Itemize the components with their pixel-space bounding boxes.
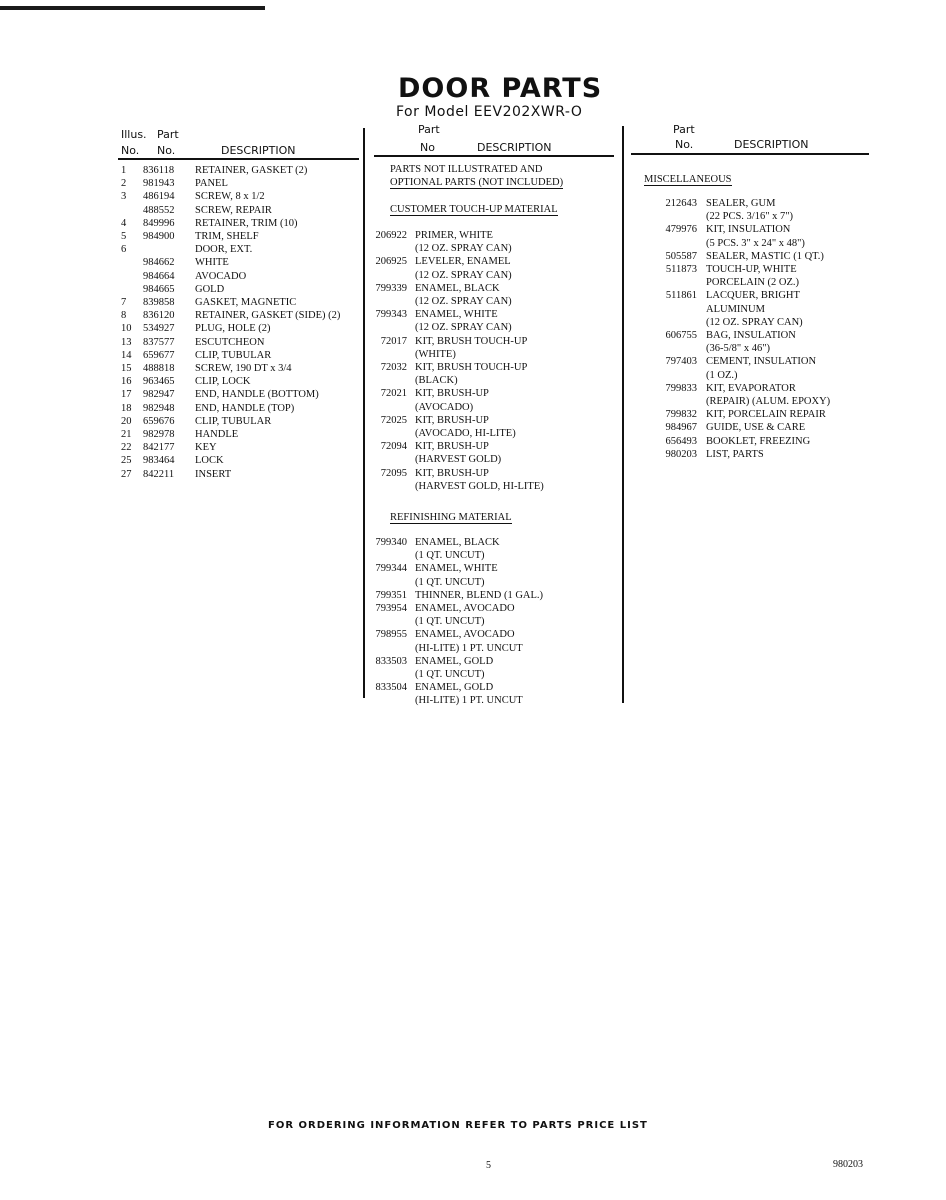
part-description: TRIM, SHELF <box>195 231 259 243</box>
part-number <box>340 295 415 308</box>
part-description: TOUCH-UP, WHITE <box>706 264 797 276</box>
part-number: 488552 <box>143 204 175 216</box>
illus-number: 4 <box>121 217 127 229</box>
part-number: 984967 <box>665 422 697 434</box>
part-number: 212643 <box>665 198 697 209</box>
table-row <box>121 322 340 335</box>
part-number: 984664 <box>143 270 175 282</box>
part-number <box>340 348 415 361</box>
part-number: 982978 <box>143 429 175 441</box>
part-number <box>340 668 415 681</box>
table-row <box>340 681 543 694</box>
part-number <box>340 269 415 282</box>
part-number: 836120 <box>143 310 175 322</box>
part-number: 72017 <box>380 335 407 347</box>
table-row <box>121 230 340 243</box>
part-number <box>340 549 415 562</box>
part-description: (HARVEST GOLD) <box>415 454 502 466</box>
part-description: ESCUTCHEON <box>195 336 265 348</box>
part-number <box>340 642 415 655</box>
table-row <box>121 428 340 441</box>
part-description: (12 OZ. SPRAY CAN) <box>415 322 512 334</box>
part-description: CEMENT, INSULATION <box>706 356 817 368</box>
table-row <box>121 388 340 401</box>
illus-number: 8 <box>121 310 127 322</box>
part-number: 799351 <box>375 589 407 601</box>
illus-number: 3 <box>121 191 127 203</box>
table-row <box>632 448 830 461</box>
part-number: 72025 <box>380 414 407 426</box>
right-header-part-top: Part <box>673 123 695 136</box>
left-header-part: No. <box>157 144 176 157</box>
section-refinishing <box>390 511 512 524</box>
part-description: WHITE <box>195 257 229 269</box>
table-row <box>340 536 543 549</box>
column-divider-right <box>622 126 624 703</box>
table-row <box>632 355 830 368</box>
part-number: 659677 <box>143 349 175 361</box>
right-header-part: No. <box>675 138 694 151</box>
table-row <box>340 602 543 615</box>
part-description: GUIDE, USE & CARE <box>706 422 806 434</box>
part-description: KIT, EVAPORATOR <box>706 382 796 394</box>
table-row <box>340 255 544 268</box>
touch-up-list <box>340 229 544 493</box>
table-row <box>121 217 340 230</box>
section-title-touch-up: CUSTOMER TOUCH-UP MATERIAL <box>390 204 558 215</box>
table-row <box>632 408 830 421</box>
part-description: PRIMER, WHITE <box>415 230 493 241</box>
part-number: 799339 <box>375 282 407 294</box>
left-parts-list <box>121 164 340 481</box>
illus-number: 25 <box>121 455 132 467</box>
part-description: SEALER, GUM <box>706 198 776 209</box>
table-row <box>121 336 340 349</box>
part-description: RETAINER, GASKET (2) <box>195 165 308 176</box>
part-description: SCREW, 190 DT x 3/4 <box>195 363 292 375</box>
part-number: 842211 <box>143 468 175 480</box>
part-number: 833503 <box>375 655 407 667</box>
part-description: SEALER, MASTIC (1 QT.) <box>706 250 824 262</box>
part-description: KIT, BRUSH-UP <box>415 467 489 479</box>
part-number <box>340 694 415 707</box>
part-description: ENAMEL, BLACK <box>415 282 500 294</box>
part-number: 72095 <box>380 467 407 479</box>
table-row <box>340 615 543 628</box>
table-row <box>340 242 544 255</box>
part-description: SCREW, REPAIR <box>195 204 272 216</box>
part-description: (AVOCADO) <box>415 401 474 413</box>
table-row <box>632 210 830 223</box>
part-description: (12 OZ. SPRAY CAN) <box>415 269 512 281</box>
illus-number: 2 <box>121 178 127 190</box>
part-number: 72032 <box>380 362 407 374</box>
part-description: (36-5/8" x 46") <box>706 343 770 355</box>
part-number: 842177 <box>143 442 175 454</box>
part-number: 486194 <box>143 191 175 203</box>
table-row <box>632 197 830 210</box>
part-number <box>340 615 415 628</box>
part-number: 479976 <box>665 224 697 236</box>
part-number: 206922 <box>375 230 407 241</box>
table-row <box>121 415 340 428</box>
section-customer-touch-up <box>390 203 558 216</box>
part-number <box>632 316 706 329</box>
table-row <box>340 374 544 387</box>
table-row <box>121 270 340 283</box>
part-description: ENAMEL, BLACK <box>415 537 500 548</box>
part-description: AVOCADO <box>195 270 247 282</box>
middle-intro <box>390 163 563 189</box>
part-description: KIT, BRUSH TOUCH-UP <box>415 335 528 347</box>
table-row <box>121 204 340 217</box>
part-description: (12 OZ. SPRAY CAN) <box>415 243 512 255</box>
illus-number: 15 <box>121 363 132 375</box>
part-number: 656493 <box>665 435 697 447</box>
illus-number: 13 <box>121 336 132 348</box>
part-description: (BLACK) <box>415 375 458 387</box>
table-row <box>340 387 544 400</box>
illus-number: 22 <box>121 442 132 454</box>
part-description: (22 PCS. 3/16" x 7") <box>706 211 794 223</box>
table-row <box>121 375 340 388</box>
part-number <box>340 374 415 387</box>
part-number: 511873 <box>665 264 697 276</box>
part-description: PANEL <box>195 178 228 190</box>
table-row <box>632 303 830 316</box>
illus-number: 14 <box>121 349 132 361</box>
part-description: (HI-LITE) 1 PT. UNCUT <box>415 695 523 707</box>
table-row <box>340 269 544 282</box>
part-description: BAG, INSULATION <box>706 330 796 342</box>
part-number: 980203 <box>665 448 697 460</box>
part-description: END, HANDLE (TOP) <box>195 402 295 414</box>
left-header-rule <box>118 158 359 160</box>
part-number <box>340 242 415 255</box>
part-description: END, HANDLE (BOTTOM) <box>195 389 319 401</box>
part-number: 982947 <box>143 389 175 401</box>
part-number: 505587 <box>665 250 697 262</box>
part-description: SCREW, 8 x 1/2 <box>195 191 265 203</box>
table-row <box>340 628 543 641</box>
part-number: 833504 <box>375 682 407 694</box>
section-title-miscellaneous: MISCELLANEOUS <box>644 174 732 185</box>
part-number: 799343 <box>375 309 407 321</box>
part-number: 799340 <box>375 537 407 548</box>
table-row <box>632 369 830 382</box>
part-description: ENAMEL, GOLD <box>415 655 494 667</box>
part-description: (1 QT. UNCUT) <box>415 616 485 628</box>
table-row <box>632 395 830 408</box>
table-row <box>340 562 543 575</box>
part-description: (12 OZ. SPRAY CAN) <box>415 296 512 308</box>
part-number: 606755 <box>665 330 697 342</box>
part-number <box>340 576 415 589</box>
table-row <box>340 467 544 480</box>
table-row <box>340 453 544 466</box>
table-row <box>632 237 830 250</box>
ordering-note: FOR ORDERING INFORMATION REFER TO PARTS PRICE LIST <box>268 1120 648 1131</box>
table-row <box>340 642 543 655</box>
part-number <box>632 369 706 382</box>
miscellaneous-list <box>632 197 830 461</box>
table-row <box>340 361 544 374</box>
illus-number <box>121 256 143 269</box>
part-number: 798955 <box>375 629 407 641</box>
part-description: PORCELAIN (2 OZ.) <box>706 277 800 289</box>
part-description: (1 QT. UNCUT) <box>415 669 485 681</box>
table-row <box>340 282 544 295</box>
part-description: GOLD <box>195 283 225 295</box>
illus-number: 1 <box>121 165 127 176</box>
page-title: DOOR PARTS <box>398 73 603 104</box>
part-number <box>340 321 415 334</box>
part-description: KIT, INSULATION <box>706 224 791 236</box>
section-title-refinishing: REFINISHING MATERIAL <box>390 512 512 523</box>
part-description: (REPAIR) (ALUM. EPOXY) <box>706 396 831 408</box>
part-description: (AVOCADO, HI-LITE) <box>415 428 516 440</box>
table-row <box>340 414 544 427</box>
table-row <box>340 229 544 242</box>
left-header-illus-top: Illus. <box>121 128 147 141</box>
table-row <box>121 441 340 454</box>
table-row <box>121 283 340 296</box>
part-description: KIT, BRUSH-UP <box>415 414 489 426</box>
part-description: (HI-LITE) 1 PT. UNCUT <box>415 642 523 654</box>
part-number: 849996 <box>143 217 175 229</box>
part-number <box>632 237 706 250</box>
part-description: KIT, BRUSH-UP <box>415 388 489 400</box>
table-row <box>632 316 830 329</box>
part-number: 797403 <box>665 356 697 368</box>
part-number: 72094 <box>380 441 407 453</box>
part-description: BOOKLET, FREEZING <box>706 435 811 447</box>
table-row <box>632 223 830 236</box>
part-number <box>143 243 195 256</box>
part-number: 799832 <box>665 409 697 421</box>
part-description: THINNER, BLEND (1 GAL.) <box>415 589 544 601</box>
part-number <box>340 401 415 414</box>
table-row <box>340 427 544 440</box>
part-description: ENAMEL, AVOCADO <box>415 629 515 641</box>
table-row <box>340 549 543 562</box>
left-header-part-top: Part <box>157 128 179 141</box>
document-number: 980203 <box>833 1159 863 1170</box>
part-description: (1 QT. UNCUT) <box>415 550 485 562</box>
table-row <box>632 435 830 448</box>
part-number <box>340 453 415 466</box>
part-description: (WHITE) <box>415 348 456 360</box>
illus-number: 7 <box>121 297 127 309</box>
part-description: (1 QT. UNCUT) <box>415 576 485 588</box>
part-description: (12 OZ. SPRAY CAN) <box>706 316 803 328</box>
model-subtitle: For Model EEV202XWR-O <box>396 104 583 120</box>
table-row <box>340 321 544 334</box>
table-row <box>632 382 830 395</box>
table-row <box>632 329 830 342</box>
part-description: DOOR, EXT. <box>195 244 253 256</box>
page-number: 5 <box>486 1160 491 1171</box>
part-number <box>632 395 706 408</box>
table-row <box>340 694 543 707</box>
part-description: KEY <box>195 442 217 454</box>
table-row <box>340 295 544 308</box>
part-description: INSERT <box>195 468 232 480</box>
part-number: 837577 <box>143 336 175 348</box>
table-row <box>340 576 543 589</box>
table-row <box>340 335 544 348</box>
part-description: CLIP, TUBULAR <box>195 415 272 427</box>
illus-number: 18 <box>121 402 132 414</box>
part-number: 984662 <box>143 257 175 269</box>
table-row <box>121 468 340 481</box>
part-number: 982948 <box>143 402 175 414</box>
table-row <box>121 164 340 177</box>
part-description: LEVELER, ENAMEL <box>415 256 511 268</box>
part-number <box>340 427 415 440</box>
table-row <box>121 454 340 467</box>
illus-number: 20 <box>121 415 132 427</box>
section-miscellaneous <box>644 173 732 186</box>
illus-number: 17 <box>121 389 132 401</box>
table-row <box>121 402 340 415</box>
table-row <box>632 421 830 434</box>
right-header-desc: DESCRIPTION <box>734 138 809 151</box>
part-number <box>632 303 706 316</box>
part-description: ALUMINUM <box>706 303 765 315</box>
part-description: LACQUER, BRIGHT <box>706 290 800 302</box>
part-description: LIST, PARTS <box>706 448 764 460</box>
intro-line-2-text: OPTIONAL PARTS (NOT INCLUDED) <box>390 177 564 189</box>
part-description: HANDLE <box>195 429 239 441</box>
illus-number <box>121 283 143 296</box>
illus-number <box>121 204 143 217</box>
part-description: GASKET, MAGNETIC <box>195 297 297 309</box>
left-header-illus: No. <box>121 144 140 157</box>
part-description: RETAINER, TRIM (10) <box>195 217 298 229</box>
part-number <box>632 276 706 289</box>
table-row <box>121 349 340 362</box>
part-number: 72021 <box>380 388 407 400</box>
part-number: 799833 <box>665 382 697 394</box>
illus-number <box>121 270 143 283</box>
table-row <box>340 655 543 668</box>
part-description: CLIP, TUBULAR <box>195 349 272 361</box>
part-number: 963465 <box>143 376 175 388</box>
table-row <box>121 296 340 309</box>
table-row <box>340 668 543 681</box>
part-description: KIT, BRUSH TOUCH-UP <box>415 362 528 374</box>
table-row <box>632 276 830 289</box>
intro-line-2 <box>390 176 563 189</box>
illus-number: 6 <box>121 244 127 256</box>
part-description: (HARVEST GOLD, HI-LITE) <box>415 480 544 492</box>
intro-line-1: PARTS NOT ILLUSTRATED AND <box>390 164 543 175</box>
part-description: RETAINER, GASKET (SIDE) (2) <box>195 310 341 322</box>
table-row <box>121 243 340 256</box>
part-number: 984665 <box>143 283 175 295</box>
part-number <box>632 342 706 355</box>
table-row <box>340 480 544 493</box>
part-description: LOCK <box>195 455 224 467</box>
table-row <box>340 440 544 453</box>
illus-number: 10 <box>121 323 132 335</box>
table-row <box>121 362 340 375</box>
part-number: 659676 <box>143 415 175 427</box>
part-number: 511861 <box>665 290 697 302</box>
part-description: ENAMEL, GOLD <box>415 682 494 694</box>
refinishing-list <box>340 536 543 708</box>
middle-header-desc: DESCRIPTION <box>477 141 552 154</box>
scan-top-bar <box>0 6 265 10</box>
part-number: 799344 <box>375 563 407 575</box>
part-description: ENAMEL, AVOCADO <box>415 603 515 615</box>
left-header-desc: DESCRIPTION <box>221 144 296 157</box>
illus-number: 5 <box>121 231 127 243</box>
part-description: PLUG, HOLE (2) <box>195 323 271 335</box>
table-row <box>340 308 544 321</box>
table-row <box>632 263 830 276</box>
table-row <box>121 190 340 203</box>
table-row <box>632 342 830 355</box>
part-description: ENAMEL, WHITE <box>415 563 498 575</box>
part-number <box>632 210 706 223</box>
table-row <box>121 256 340 269</box>
middle-header-part: No <box>420 141 435 154</box>
part-description: KIT, BRUSH-UP <box>415 441 489 453</box>
part-number: 981943 <box>143 178 175 190</box>
illus-number: 16 <box>121 376 132 388</box>
table-row <box>632 250 830 263</box>
table-row <box>340 589 543 602</box>
part-number <box>340 480 415 493</box>
illus-number: 27 <box>121 468 132 480</box>
part-number: 983464 <box>143 455 175 467</box>
middle-header-part-top: Part <box>418 123 440 136</box>
part-number: 984900 <box>143 231 175 243</box>
part-description: (1 OZ.) <box>706 369 738 381</box>
part-description: KIT, PORCELAIN REPAIR <box>706 409 826 421</box>
part-number: 534927 <box>143 323 175 335</box>
part-number: 839858 <box>143 297 175 309</box>
illus-number: 21 <box>121 429 132 441</box>
part-number: 206925 <box>375 256 407 268</box>
part-description: (5 PCS. 3" x 24" x 48") <box>706 237 805 249</box>
part-description: CLIP, LOCK <box>195 376 251 388</box>
middle-header-rule <box>374 155 614 157</box>
table-row <box>632 289 830 302</box>
table-row <box>121 177 340 190</box>
table-row <box>340 348 544 361</box>
part-number: 793954 <box>375 603 407 615</box>
part-description: ENAMEL, WHITE <box>415 309 498 321</box>
part-number: 488818 <box>143 363 175 375</box>
part-number: 836118 <box>143 165 175 176</box>
right-header-rule <box>631 153 869 155</box>
table-row <box>340 401 544 414</box>
table-row <box>121 309 340 322</box>
